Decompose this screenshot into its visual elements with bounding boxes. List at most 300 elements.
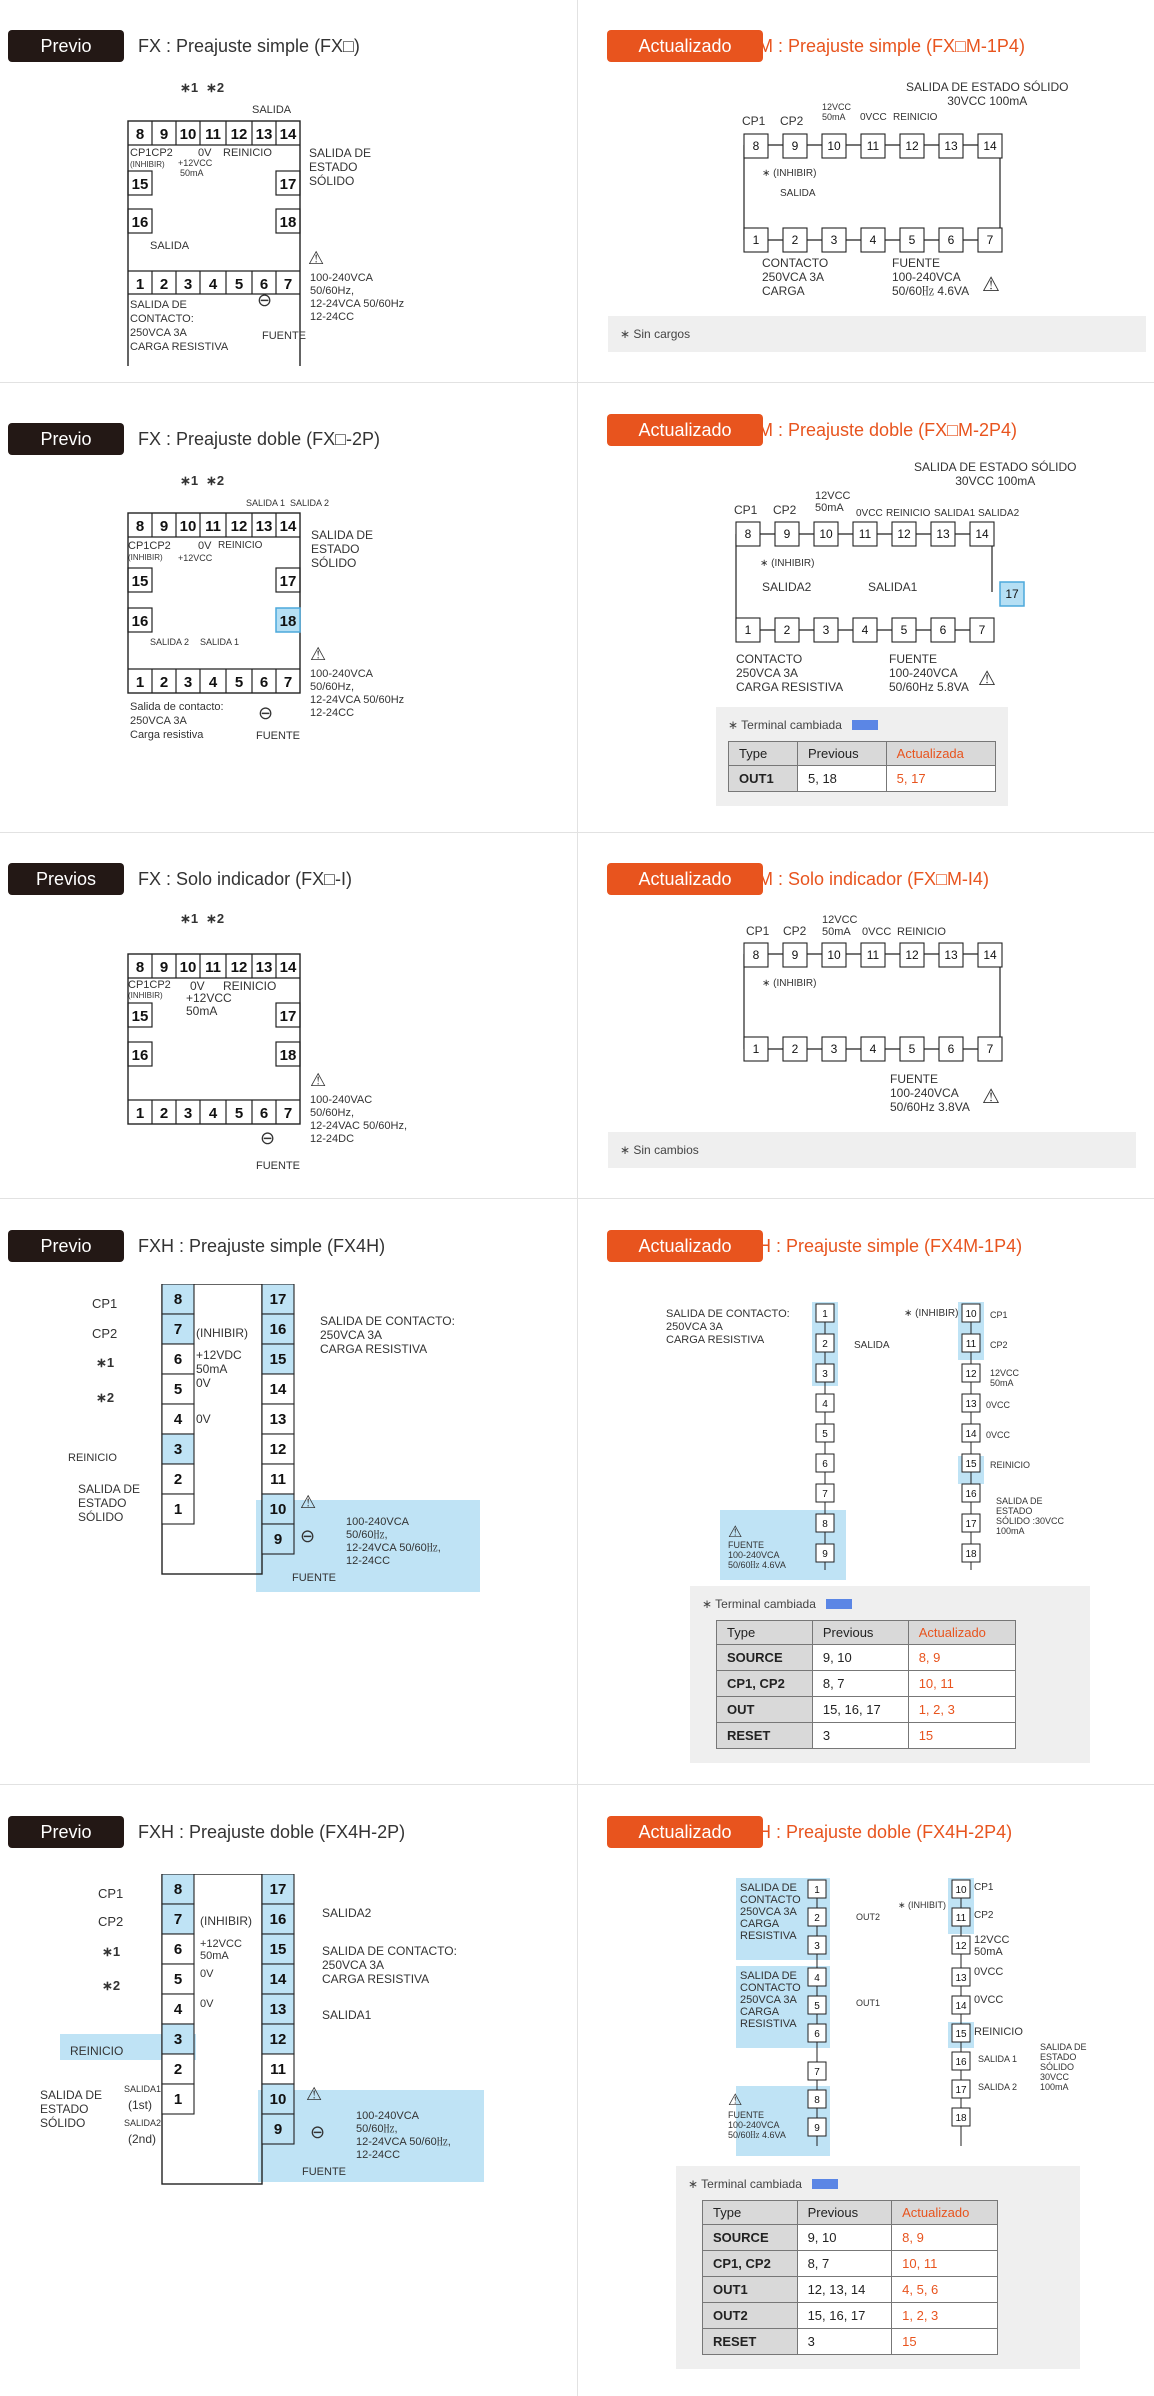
- cp2-label: CP2: [92, 1326, 118, 1341]
- svg-text:11: 11: [205, 518, 221, 535]
- svg-text:15: 15: [955, 2029, 967, 2040]
- table-cell: 10, 11: [892, 2251, 998, 2277]
- svg-text:3: 3: [814, 1941, 820, 1952]
- svg-text:10: 10: [269, 2091, 287, 2108]
- svg-text:13: 13: [944, 948, 958, 962]
- warning-icon: ⚠: [300, 1492, 317, 1512]
- svg-text:2: 2: [814, 1913, 820, 1924]
- table-caption: ∗ Terminal cambiada: [728, 718, 842, 732]
- legend-swatch: [812, 2179, 838, 2189]
- svg-text:2: 2: [159, 674, 169, 691]
- cp1cp2-label: CP1CP2: [128, 540, 171, 552]
- svg-text:1: 1: [173, 2091, 183, 2108]
- svg-text:9: 9: [791, 948, 799, 962]
- svg-text:7: 7: [822, 1489, 828, 1500]
- svg-text:3: 3: [183, 674, 193, 691]
- svg-text:11: 11: [955, 1913, 967, 1924]
- actualizado-badge: Actualizado: [607, 863, 763, 895]
- section-title-prev: FX : Preajuste doble (FX□-2P): [138, 429, 380, 449]
- power-label: 100-240VCA 50/60Hz, 12-24VCA 50/60Hz 12-24CC: [310, 272, 405, 323]
- svg-text:1: 1: [814, 1885, 820, 1896]
- svg-text:12: 12: [905, 948, 919, 962]
- inhibir-label: ∗ (INHIBIR): [760, 558, 815, 569]
- star2-label: ∗2: [102, 1978, 121, 1993]
- svg-text:15: 15: [269, 1351, 287, 1368]
- svg-text:14: 14: [269, 1381, 287, 1398]
- table-row: [703, 2251, 998, 2277]
- power-label: 100-240VCA 50/60㎐, 12-24VCA 50/60㎐, 12-24CC: [346, 1516, 441, 1567]
- section-title-upd: FXM : Preajuste simple (FX□M-1P4): [735, 36, 1025, 56]
- reinicio-label: REINICIO: [893, 112, 938, 123]
- ma-label: 50mA: [822, 112, 846, 122]
- svg-text:12: 12: [269, 2031, 287, 2048]
- table-header: Actualizado: [908, 1621, 1015, 1645]
- cp1-label: CP1: [746, 924, 770, 938]
- svg-text:6: 6: [173, 1941, 183, 1958]
- inhibir-label: (INHIBIR): [200, 1914, 252, 1928]
- table-cell: 9, 10: [812, 1645, 908, 1671]
- inhibir-label: ∗ (INHIBIR): [904, 1308, 959, 1319]
- section-title-prev: FX : Solo indicador (FX□-I): [138, 869, 352, 889]
- out1-label: OUT1: [856, 1998, 881, 2008]
- table-row: [717, 1645, 1016, 1671]
- svg-text:1: 1: [135, 1105, 145, 1122]
- vcc-label: 12VCC 50mA: [974, 1934, 1010, 1958]
- ov-label: 0V: [200, 1968, 214, 1980]
- warning-icon: ⚠: [978, 668, 996, 690]
- table-header: Actualizada: [886, 742, 995, 766]
- contact-label: SALIDA DE CONTACTO 250VCA 3A CARGA RESISTIVA: [740, 1882, 801, 1942]
- out2-label: OUT2: [856, 1912, 881, 1922]
- svg-text:3: 3: [183, 276, 193, 293]
- svg-text:2: 2: [159, 1105, 169, 1122]
- previo-badge: Previo: [8, 423, 124, 455]
- table-cell: OUT1: [703, 2277, 798, 2303]
- svg-text:9: 9: [791, 139, 799, 153]
- svg-text:4: 4: [814, 1973, 820, 1984]
- star2-label: ∗2: [206, 473, 225, 488]
- salida2-label: SALIDA2: [124, 2118, 162, 2128]
- svg-text:4: 4: [861, 623, 869, 637]
- warning-icon: ⚠: [306, 2084, 323, 2104]
- ac-source-icon: ⊖: [260, 1128, 276, 1148]
- table-caption: ∗ Terminal cambiada: [688, 2177, 802, 2191]
- table-cell: SOURCE: [717, 1645, 813, 1671]
- reinicio-label: REINICIO: [223, 147, 272, 159]
- vcc-label: +12VCC: [178, 158, 213, 168]
- table-cell: 8, 9: [908, 1645, 1015, 1671]
- svg-text:12: 12: [230, 959, 248, 976]
- table-header: Previous: [797, 742, 886, 766]
- svg-text:7: 7: [173, 1911, 183, 1928]
- table-cell: 1, 2, 3: [892, 2303, 998, 2329]
- star1-label: ∗1: [180, 473, 199, 488]
- salida-label: SALIDA: [252, 104, 292, 116]
- svg-text:5: 5: [814, 2001, 820, 2012]
- svg-text:5: 5: [908, 1042, 916, 1056]
- table-row: [703, 2225, 998, 2251]
- vcc-label: +12VCC 50mA: [200, 1938, 242, 1962]
- cp2-label: CP2: [773, 503, 797, 517]
- contact-label: CONTACTO 250VCA 3A CARGA: [762, 256, 829, 298]
- svg-text:15: 15: [269, 1941, 287, 1958]
- svg-text:14: 14: [975, 527, 989, 541]
- section-title-prev: FX : Preajuste simple (FX□): [138, 36, 360, 56]
- svg-text:14: 14: [279, 518, 297, 535]
- fuente-label: FUENTE 100-240VCA 50/60㎐ 4.6VA: [892, 256, 970, 298]
- contact-label: SALIDA DE CONTACTO: 250VCA 3A CARGA RESISTIVA: [666, 1308, 790, 1346]
- svg-text:13: 13: [944, 139, 958, 153]
- svg-text:3: 3: [173, 1441, 183, 1458]
- svg-text:10: 10: [827, 139, 841, 153]
- svg-text:12: 12: [965, 1369, 977, 1380]
- svg-text:8: 8: [814, 2095, 820, 2106]
- svg-text:8: 8: [752, 948, 760, 962]
- salida2-label: SALIDA 2: [290, 498, 330, 508]
- ssr-label: SALIDA DE ESTADO SÓLIDO :30VCC 100mA: [996, 1496, 1065, 1536]
- svg-text:14: 14: [983, 948, 997, 962]
- svg-text:13: 13: [955, 1973, 967, 1984]
- ac-source-icon: ⊖: [257, 290, 273, 310]
- svg-text:9: 9: [273, 1531, 283, 1548]
- svg-text:11: 11: [205, 959, 221, 976]
- previo-badge: Previo: [8, 30, 124, 62]
- svg-text:10: 10: [179, 959, 197, 976]
- svg-text:8: 8: [822, 1519, 828, 1530]
- second-label: (2nd): [128, 2132, 157, 2146]
- svg-text:11: 11: [858, 527, 872, 541]
- actualizado-badge: Actualizado: [607, 414, 763, 446]
- section-title-upd: FXH : Preajuste simple (FX4M-1P4): [735, 1236, 1023, 1256]
- power-label: 100-240VCA 50/60Hz, 12-24VCA 50/60Hz 12-24CC: [310, 668, 405, 719]
- salida1-label: SALIDA 1: [246, 498, 286, 508]
- cp1-label: CP1: [974, 1882, 994, 1893]
- svg-text:14: 14: [955, 2001, 967, 2012]
- ssr-label: SALIDA DE ESTADO SÓLIDO 30VCC 100mA: [914, 460, 1077, 488]
- svg-text:3: 3: [830, 233, 838, 247]
- salida1-label: SALIDA1: [934, 508, 976, 519]
- table-cell: OUT1: [729, 766, 798, 792]
- fuente-label: FUENTE 100-240VCA 50/60㎐ 4.6VA: [728, 2110, 786, 2140]
- svg-text:8: 8: [135, 959, 145, 976]
- salida2-label: SALIDA2: [762, 580, 812, 594]
- svg-text:16: 16: [269, 1321, 287, 1338]
- cp1-label: CP1: [742, 114, 766, 128]
- table-row: [717, 1671, 1016, 1697]
- svg-text:14: 14: [279, 126, 297, 143]
- cp1-label: CP1: [990, 1310, 1008, 1320]
- note-sin-cambios: ∗ Sin cambios: [608, 1132, 1136, 1168]
- svg-text:17: 17: [965, 1519, 977, 1530]
- ac-source-icon: ⊖: [258, 703, 274, 723]
- svg-text:3: 3: [830, 1042, 838, 1056]
- salida-label: SALIDA: [854, 1340, 890, 1351]
- section-divider: [0, 832, 1154, 833]
- svg-text:1: 1: [173, 1501, 183, 1518]
- svg-text:13: 13: [255, 126, 273, 143]
- svg-text:1: 1: [822, 1309, 828, 1320]
- star1-label: ∗1: [96, 1355, 115, 1370]
- cp1-label: CP1: [734, 503, 758, 517]
- svg-text:13: 13: [965, 1399, 977, 1410]
- svg-text:15: 15: [131, 176, 149, 193]
- svg-text:3: 3: [173, 2031, 183, 2048]
- svg-text:10: 10: [827, 948, 841, 962]
- warning-icon: ⚠: [728, 2092, 743, 2109]
- ac-source-icon: ⊖: [300, 1526, 316, 1546]
- table-cell: 1, 2, 3: [908, 1697, 1015, 1723]
- svg-text:7: 7: [283, 276, 293, 293]
- svg-text:2: 2: [173, 2061, 183, 2078]
- warning-icon: ⚠: [308, 248, 325, 268]
- wiring-diagram-fxm-i4: [730, 934, 1010, 1074]
- salida2-bottom-label: SALIDA 2: [150, 637, 190, 647]
- vcc-label: 12VCC: [822, 102, 852, 112]
- table-cell: 3: [812, 1723, 908, 1749]
- table-header: Type: [729, 742, 798, 766]
- svg-text:9: 9: [822, 1549, 828, 1560]
- svg-text:12: 12: [230, 518, 248, 535]
- ov-label: 0V: [198, 147, 212, 159]
- table-row: [717, 1723, 1016, 1749]
- table-row: [703, 2329, 998, 2355]
- svg-text:9: 9: [273, 2121, 283, 2138]
- warning-icon: ⚠: [982, 1086, 1000, 1108]
- inhibit-label: ∗ (INHIBIT): [898, 1900, 947, 1910]
- contact-label: SALIDA DE CONTACTO 250VCA 3A CARGA RESISTIVA: [740, 1970, 801, 2030]
- star1-label: ∗1: [102, 1944, 121, 1959]
- svg-text:16: 16: [131, 214, 149, 231]
- svg-text:15: 15: [965, 1459, 977, 1470]
- salida1-label: SALIDA1: [322, 2008, 372, 2022]
- svg-text:8: 8: [744, 527, 752, 541]
- table-cell: 5, 18: [797, 766, 886, 792]
- svg-text:4: 4: [173, 1411, 183, 1428]
- vcc-label: +12VCC: [178, 553, 213, 563]
- ovcc-label: 0VCC: [862, 926, 892, 938]
- svg-text:6: 6: [259, 276, 269, 293]
- table-caption: ∗ Terminal cambiada: [702, 1597, 816, 1611]
- actualizado-badge: Actualizado: [607, 1230, 763, 1262]
- table-cell: 8, 7: [797, 2251, 892, 2277]
- svg-text:12: 12: [230, 126, 248, 143]
- table-cell: 15: [908, 1723, 1015, 1749]
- legend-swatch: [852, 720, 878, 730]
- svg-text:14: 14: [269, 1971, 287, 1988]
- svg-text:6: 6: [822, 1459, 828, 1470]
- svg-text:12: 12: [955, 1941, 967, 1952]
- svg-text:7: 7: [283, 674, 293, 691]
- ov-label: 0V: [200, 1998, 214, 2010]
- svg-text:13: 13: [269, 1411, 287, 1428]
- warning-icon: ⚠: [728, 1524, 743, 1541]
- ovcc-label: 0VCC: [974, 1994, 1004, 2006]
- svg-text:10: 10: [179, 518, 197, 535]
- terminal-table: [702, 2200, 998, 2355]
- contact-label: SALIDA DE CONTACTO: 250VCA 3A CARGA RESISTIVA: [322, 1944, 457, 1986]
- wiring-diagram-fx-i: [80, 928, 320, 1128]
- contact-label: SALIDA DE CONTACTO: 250VCA 3A CARGA RESISTIVA: [320, 1314, 455, 1356]
- table-header: Previous: [812, 1621, 908, 1645]
- section-divider: [0, 382, 1154, 383]
- svg-text:11: 11: [270, 1471, 286, 1488]
- salida1-label: SALIDA1: [868, 580, 918, 594]
- svg-text:1: 1: [744, 623, 752, 637]
- svg-text:4: 4: [869, 233, 877, 247]
- table-cell: 8, 7: [812, 1671, 908, 1697]
- contact-label: Salida de contacto: 250VCA 3A Carga resistiva: [130, 701, 224, 741]
- svg-text:3: 3: [183, 1105, 193, 1122]
- svg-text:1: 1: [752, 1042, 760, 1056]
- svg-text:11: 11: [270, 2061, 286, 2078]
- reinicio-label: REINICIO: [974, 2026, 1023, 2038]
- svg-text:6: 6: [947, 1042, 955, 1056]
- ovcc-label: 0VCC: [856, 508, 883, 519]
- ssr-label: SALIDA DE ESTADO SÓLIDO: [40, 2088, 103, 2130]
- svg-text:2: 2: [173, 1471, 183, 1488]
- inhibir-label: (INHIBIR): [128, 553, 163, 562]
- table-cell: 15, 16, 17: [812, 1697, 908, 1723]
- table-cell: CP1, CP2: [717, 1671, 813, 1697]
- star2-label: ∗2: [206, 80, 225, 95]
- svg-text:7: 7: [986, 1042, 994, 1056]
- svg-text:17: 17: [279, 1008, 297, 1025]
- cp2-label: CP2: [780, 114, 804, 128]
- fuente-label: FUENTE 100-240VCA 50/60Hz 3.8VA: [890, 1072, 970, 1114]
- warning-icon: ⚠: [982, 274, 1000, 296]
- table-cell: RESET: [703, 2329, 798, 2355]
- vcc-label: +12VCC: [186, 991, 232, 1005]
- svg-text:11: 11: [205, 126, 221, 143]
- svg-text:12: 12: [905, 139, 919, 153]
- fuente-label: FUENTE: [256, 730, 300, 742]
- first-label: (1st): [128, 2098, 152, 2112]
- table-cell: 4, 5, 6: [892, 2277, 998, 2303]
- svg-text:5: 5: [173, 1971, 183, 1988]
- svg-text:13: 13: [255, 518, 273, 535]
- table-cell: 3: [797, 2329, 892, 2355]
- svg-text:8: 8: [135, 518, 145, 535]
- svg-text:10: 10: [819, 527, 833, 541]
- svg-text:17: 17: [1005, 587, 1019, 601]
- changed-terminal-table: [716, 707, 1008, 806]
- cp2-label: CP2: [783, 924, 807, 938]
- star2-label: ∗2: [96, 1390, 115, 1405]
- ovcc-label: 0VCC: [986, 1400, 1011, 1410]
- ma-label: 50mA: [815, 502, 844, 514]
- svg-text:9: 9: [159, 518, 169, 535]
- svg-text:18: 18: [965, 1549, 977, 1560]
- ovcc-label: 0VCC: [986, 1430, 1011, 1440]
- svg-text:5: 5: [234, 1105, 244, 1122]
- salida1-bottom-label: SALIDA 1: [200, 637, 240, 647]
- salida2-label: SALIDA2: [322, 1906, 372, 1920]
- svg-text:3: 3: [822, 1369, 828, 1380]
- previo-badge: Previo: [8, 1230, 124, 1262]
- svg-text:5: 5: [234, 276, 244, 293]
- svg-text:15: 15: [131, 1008, 149, 1025]
- salida2-label: SALIDA2: [978, 508, 1020, 519]
- salida-bottom-label: SALIDA: [150, 240, 190, 252]
- svg-text:7: 7: [978, 623, 986, 637]
- warning-icon: ⚠: [310, 1070, 327, 1090]
- salida1-label: SALIDA 1: [978, 2054, 1018, 2064]
- wiring-diagram-fxm-1p4: [730, 125, 1010, 265]
- svg-text:1: 1: [135, 276, 145, 293]
- svg-text:1: 1: [752, 233, 760, 247]
- svg-text:16: 16: [269, 1911, 287, 1928]
- svg-text:12: 12: [269, 1441, 287, 1458]
- svg-text:10: 10: [965, 1309, 977, 1320]
- svg-text:18: 18: [279, 214, 297, 231]
- svg-text:5: 5: [173, 1381, 183, 1398]
- ovcc-label: 0VCC: [860, 112, 887, 123]
- svg-text:6: 6: [259, 1105, 269, 1122]
- svg-text:17: 17: [279, 176, 297, 193]
- svg-text:9: 9: [783, 527, 791, 541]
- svg-text:17: 17: [955, 2085, 967, 2096]
- svg-text:2: 2: [783, 623, 791, 637]
- table-header: Type: [717, 1621, 813, 1645]
- changed-terminal-table: [676, 2166, 1080, 2369]
- power-label: 100-240VCA 50/60㎐, 12-24VCA 50/60㎐, 12-24CC: [356, 2110, 451, 2161]
- table-cell: 15, 16, 17: [797, 2303, 892, 2329]
- svg-text:2: 2: [159, 276, 169, 293]
- svg-text:14: 14: [983, 139, 997, 153]
- inhibir-label: (INHIBIR): [196, 1326, 248, 1340]
- ma-label: 50mA: [822, 926, 851, 938]
- wiring-diagram-fx-2p: [80, 488, 340, 698]
- svg-text:6: 6: [259, 674, 269, 691]
- svg-text:16: 16: [965, 1489, 977, 1500]
- svg-text:4: 4: [869, 1042, 877, 1056]
- terminal-table: [728, 741, 996, 792]
- contact-label: SALIDA DE CONTACTO: 250VCA 3A CARGA RESISTIVA: [130, 299, 229, 353]
- svg-text:1: 1: [135, 674, 145, 691]
- svg-text:4: 4: [208, 674, 218, 691]
- cp1cp2-label: CP1CP2: [128, 979, 171, 991]
- fuente-label: FUENTE: [302, 2166, 346, 2178]
- table-header: Type: [703, 2201, 798, 2225]
- reinicio-label: REINICIO: [68, 1452, 117, 1464]
- actualizado-badge: Actualizado: [607, 1816, 763, 1848]
- section-title-upd: FXM : Solo indicador (FX□M-I4): [735, 869, 989, 889]
- cp1-label: CP1: [98, 1886, 124, 1901]
- svg-text:14: 14: [279, 959, 297, 976]
- reinicio-label: REINICIO: [990, 1460, 1031, 1470]
- cp1-label: CP1: [92, 1296, 118, 1311]
- inhibir-label: (INHIBIR): [128, 991, 163, 1000]
- section-divider: [0, 1784, 1154, 1785]
- table-row: [703, 2277, 998, 2303]
- fuente-label: FUENTE 100-240VCA 50/60Hz 5.8VA: [889, 652, 969, 694]
- fuente-label: FUENTE 100-240VCA 50/60㎐ 4.6VA: [728, 1540, 786, 1570]
- section-title-prev: FXH : Preajuste doble (FX4H-2P): [138, 1822, 406, 1842]
- svg-text:8: 8: [173, 1881, 183, 1898]
- reinicio-label: REINICIO: [897, 926, 946, 938]
- svg-text:8: 8: [173, 1291, 183, 1308]
- ov-label: 0V: [196, 1412, 211, 1426]
- svg-text:10: 10: [179, 126, 197, 143]
- svg-text:2: 2: [791, 1042, 799, 1056]
- svg-text:14: 14: [965, 1429, 977, 1440]
- svg-text:6: 6: [939, 623, 947, 637]
- fuente-label: FUENTE: [292, 1572, 336, 1584]
- vcc-label: 12VCC: [822, 914, 858, 926]
- svg-text:7: 7: [814, 2067, 820, 2078]
- vcc-label: +12VDC 50mA 0V: [196, 1348, 242, 1390]
- ssr-label: SALIDA DE ESTADO SÓLIDO: [78, 1482, 141, 1524]
